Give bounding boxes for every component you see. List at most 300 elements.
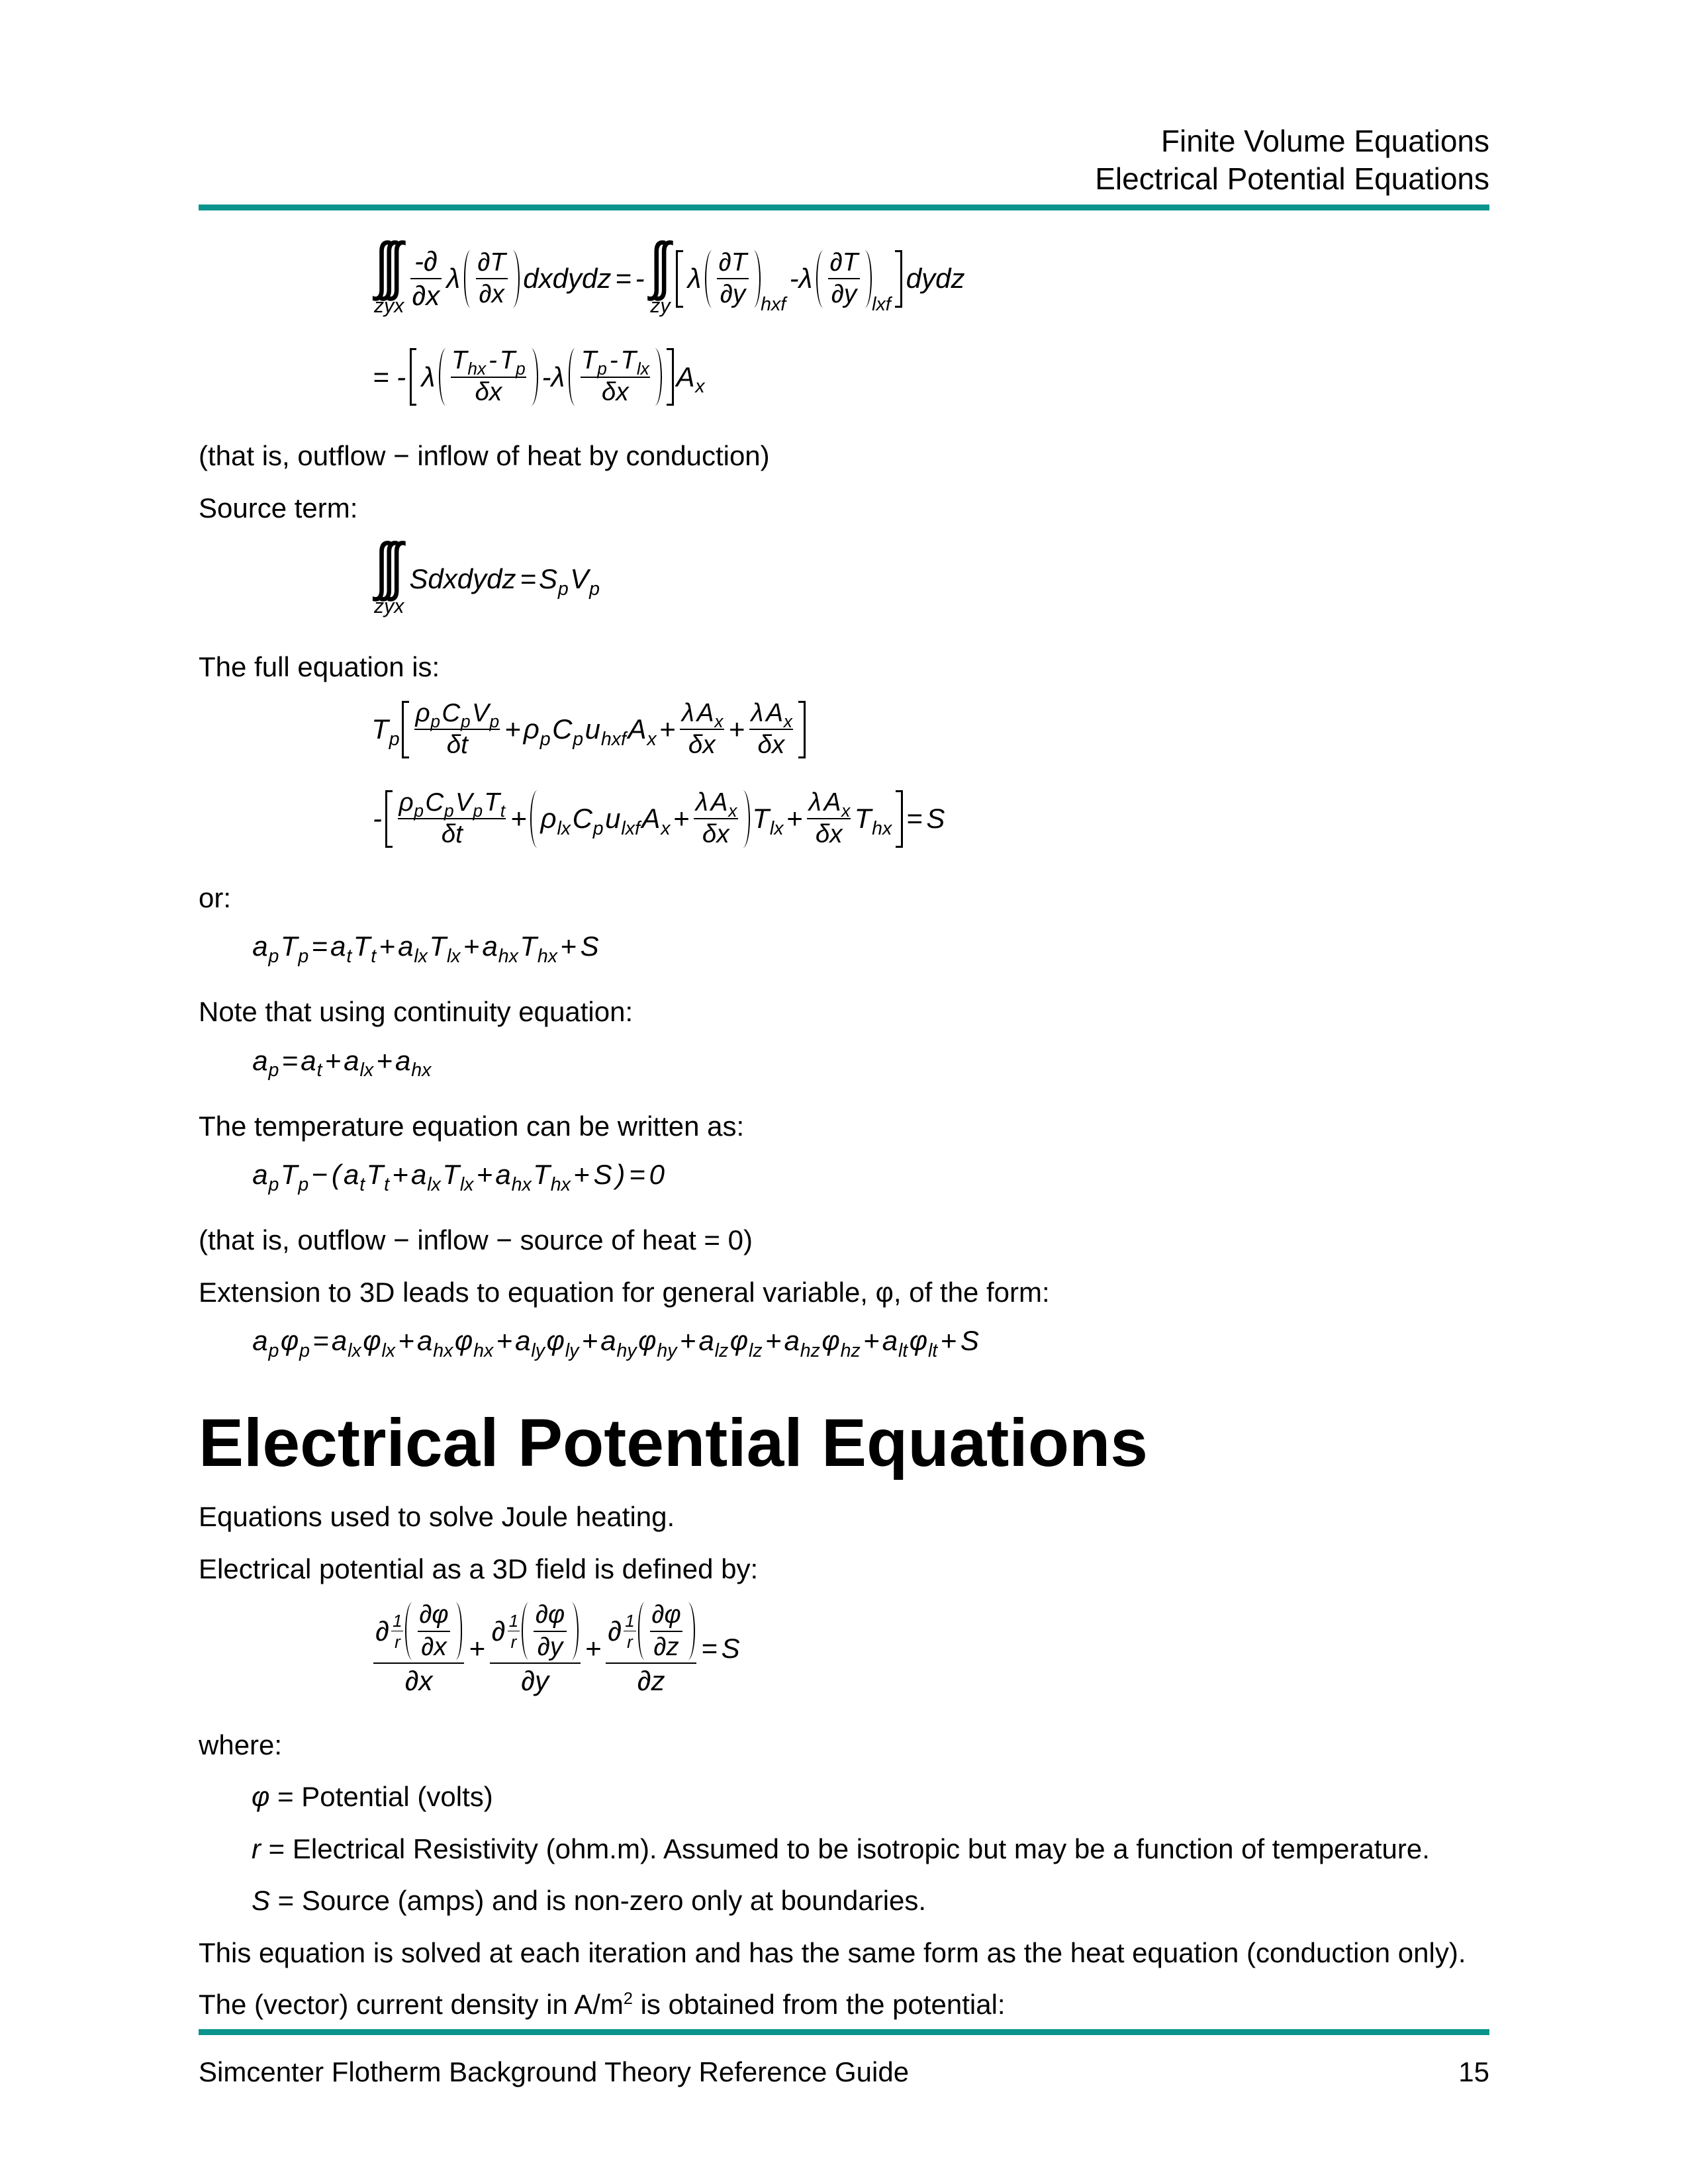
eq-text: λ (695, 788, 708, 817)
footer-rule (199, 2029, 1489, 2035)
var-base: φ (821, 1325, 840, 1357)
var-base: V (570, 563, 589, 595)
var-subscript: p (389, 728, 400, 750)
para-extension-3d: Extension to 3D leads to equation for general variable, φ, of the form: (199, 1276, 1050, 1308)
var-base: T (353, 931, 371, 962)
equation-general-variable (252, 1325, 1489, 1361)
var-with-subscript (585, 713, 626, 750)
eq-text: r (510, 1631, 517, 1652)
fraction (414, 698, 500, 759)
close-bracket (655, 348, 662, 406)
var-with-subscript (533, 1159, 571, 1195)
eq-text: + (476, 1159, 493, 1191)
var-subscript: p (268, 1340, 279, 1361)
eq-text: δx (475, 378, 502, 407)
para-continuity: Note that using continuity equation: (199, 996, 633, 1028)
r-symbol: r (252, 1833, 261, 1864)
eq-text: ∂T (718, 248, 747, 277)
var-with-subscript (344, 1044, 374, 1081)
var-with-subscript (546, 1325, 579, 1361)
bracket-group (410, 348, 674, 406)
fraction-bar (418, 1631, 451, 1632)
equation-potential-3d (371, 1602, 1489, 1694)
var-with-subscript (280, 931, 309, 967)
var-base: T (484, 788, 500, 817)
fraction-denominator (440, 819, 465, 848)
fraction-numerator (606, 1602, 696, 1660)
eq-text: dydz (906, 263, 965, 295)
fraction-denominator (403, 1664, 435, 1696)
eq-text: δx (702, 819, 729, 848)
var-with-subscript (729, 1325, 763, 1361)
var-subscript: p (268, 945, 279, 967)
var-with-subscript (572, 803, 604, 839)
current-density-superscript: 2 (623, 1989, 633, 2009)
var-subscript: hx (550, 1173, 571, 1195)
bracket-group (385, 790, 902, 848)
eq-text: + (324, 1044, 342, 1076)
open-bracket (816, 250, 823, 308)
fraction (476, 250, 508, 308)
eq-text: + (940, 1325, 957, 1357)
var-subscript: hxf (600, 728, 626, 750)
close-bracket (895, 250, 902, 308)
label-where: where: (199, 1729, 283, 1760)
var-base: ρ (415, 698, 430, 727)
eq-text: δt (441, 819, 463, 848)
var-subscript: x (714, 711, 724, 731)
bracket-group (405, 1602, 462, 1660)
eq-text: -λ (541, 361, 565, 392)
header-line-1: Finite Volume Equations (1160, 124, 1489, 158)
bracket-content (412, 698, 796, 759)
fraction (650, 1602, 683, 1660)
eq-text: λ (421, 361, 436, 392)
bracket-group (439, 348, 538, 406)
fraction-denominator (814, 819, 844, 848)
equation-source-term (371, 529, 1489, 617)
eq-text: λ (681, 698, 694, 727)
eq-text: + (765, 1325, 782, 1357)
var-base: a (600, 1325, 616, 1357)
var-subscript: x (728, 800, 737, 821)
eq-text: ∂T (477, 248, 506, 277)
fraction-numerator (476, 250, 508, 276)
var-base: T (854, 803, 872, 835)
var-subscript: p (268, 1060, 279, 1081)
var-with-subscript (628, 713, 657, 750)
eq-text: δx (601, 378, 629, 407)
eq-text: + (728, 713, 745, 745)
fraction (680, 698, 724, 759)
fraction-numerator (717, 250, 749, 276)
var-base: a (398, 931, 414, 962)
close-bracket (798, 701, 806, 758)
integral (649, 229, 671, 317)
para-conduction-note: (that is, outflow − inflow of heat by conduction) (199, 440, 770, 472)
bracket-content (395, 790, 892, 848)
var-subscript: lz (714, 1340, 729, 1361)
fraction-numerator (624, 1612, 635, 1629)
var-base: A (628, 713, 647, 745)
var-base: a (482, 931, 498, 962)
eq-text: δx (688, 730, 716, 759)
var-base: φ (729, 1325, 749, 1357)
var-base: a (698, 1325, 714, 1357)
eq-text: - (635, 263, 645, 295)
bracket-group (530, 790, 750, 848)
definition-r (252, 1832, 1489, 1867)
fraction (717, 250, 749, 308)
fraction-denominator (635, 1664, 667, 1696)
var-subscript: lx (769, 817, 784, 839)
var-base: φ (638, 1325, 657, 1357)
var-base: A (766, 698, 783, 727)
eq-text: Sdxdydz (409, 563, 516, 595)
fraction-bar (828, 278, 860, 279)
var-with-subscript (252, 931, 279, 967)
eq-text: ∂T (829, 248, 859, 277)
eq-text: ∂φ (419, 1600, 449, 1629)
var-subscript: p (298, 1173, 309, 1195)
var-with-subscript (882, 1325, 908, 1361)
var-with-subscript (411, 1159, 441, 1195)
label-or: or: (199, 882, 232, 913)
eq-text: r (627, 1631, 633, 1652)
var-subscript: hx (511, 1173, 532, 1195)
var-base: A (823, 788, 841, 817)
var-with-subscript (482, 931, 518, 967)
fraction-denominator (700, 819, 731, 848)
var-base: C (425, 788, 444, 817)
fraction-denominator (686, 730, 717, 759)
fraction (828, 250, 860, 308)
var-subscript: x (841, 800, 851, 821)
var-subscript: p (430, 711, 441, 731)
fraction (606, 1602, 696, 1694)
var-with-subscript (252, 1044, 279, 1081)
var-with-subscript (752, 803, 784, 839)
var-base: ρ (540, 803, 557, 835)
var-with-subscript (366, 1159, 390, 1195)
var-base: S (539, 563, 558, 595)
eq-text: ∂φ (651, 1600, 681, 1629)
var-with-subscript (399, 788, 424, 821)
var-with-subscript (353, 931, 377, 967)
close-bracket (688, 1602, 695, 1660)
bracket-group (464, 250, 520, 308)
var-base: T (533, 1159, 550, 1191)
eq-text: λ (687, 263, 702, 295)
section-heading: Electrical Potential Equations (199, 1405, 1149, 1481)
var-with-subscript (331, 1325, 361, 1361)
fraction-numerator (418, 1602, 451, 1628)
var-base: φ (280, 1325, 299, 1357)
definition-phi (252, 1780, 1489, 1815)
fraction-bar (373, 1662, 464, 1664)
fraction-denominator (393, 1633, 401, 1651)
var-subscript: x (695, 376, 705, 398)
var-base: ρ (523, 713, 539, 745)
eq-text: ∂ (491, 1615, 506, 1647)
fraction-numerator (451, 346, 526, 379)
group-subscript: lxf (872, 293, 891, 315)
open-bracket (385, 790, 393, 848)
var-subscript: hx (473, 1340, 494, 1361)
var-subscript: t (359, 1173, 365, 1195)
bracket-group (402, 698, 806, 759)
var-subscript: p (539, 728, 551, 750)
var-base: a (252, 1044, 268, 1076)
fraction-numerator (373, 1602, 464, 1660)
fraction-bar (650, 1631, 683, 1632)
eq-text: + (786, 803, 803, 835)
eq-text: + (504, 713, 521, 745)
var-with-subscript (523, 713, 551, 750)
var-with-subscript (344, 1159, 365, 1195)
var-base: A (641, 803, 661, 835)
var-subscript: p (461, 711, 471, 731)
eq-text: - (609, 346, 618, 375)
var-with-subscript (280, 1325, 310, 1361)
var-base: a (515, 1325, 531, 1357)
bracket-content (686, 248, 893, 315)
fraction-denominator (477, 279, 506, 308)
eq-text: + (510, 803, 527, 835)
bracket-content (539, 790, 740, 848)
bracket-content (531, 1602, 569, 1660)
fraction-bar (410, 278, 442, 279)
fraction (410, 245, 442, 312)
open-bracket (638, 1602, 645, 1660)
eq-text: ( (331, 1159, 341, 1191)
para-iteration: This equation is solved at each iteration and has the same form as the heat equation (conduction only). (199, 1936, 1466, 1968)
var-with-subscript (454, 1325, 494, 1361)
var-with-subscript (515, 1325, 545, 1361)
eq-text: S (580, 931, 599, 962)
para-potential-3d: Electrical potential as a 3D field is defined by: (199, 1553, 759, 1584)
var-subscript: p (592, 817, 604, 839)
var-subscript: lx (557, 817, 571, 839)
bracket-content (578, 348, 653, 406)
bracket-content (420, 348, 664, 406)
var-subscript: lt (898, 1340, 908, 1361)
var-with-subscript (442, 1159, 474, 1195)
eq-text: 1 (508, 1610, 519, 1631)
eq-text: + (376, 1044, 393, 1076)
var-subscript: t (500, 800, 506, 821)
var-with-subscript (570, 563, 600, 600)
var-with-subscript (371, 713, 400, 750)
var-subscript: t (384, 1173, 390, 1195)
bracket-group (676, 248, 903, 315)
var-subscript: p (444, 800, 454, 821)
fraction-numerator (414, 698, 500, 731)
para-current-density (199, 1987, 1489, 2023)
var-base: T (451, 346, 467, 375)
var-base: φ (454, 1325, 473, 1357)
eq-text: λ (808, 788, 821, 817)
var-subscript: lxf (621, 817, 640, 839)
fraction-numerator (508, 1612, 520, 1629)
bracket-group (522, 1602, 579, 1660)
fraction-denominator (718, 279, 747, 308)
eq-text: 0 (649, 1159, 665, 1191)
equation-conduction-integral (371, 229, 1489, 317)
var-subscript: hx (498, 945, 518, 967)
var-with-subscript (415, 698, 441, 731)
eq-text: + (560, 931, 577, 962)
var-with-subscript (605, 803, 640, 839)
bracket-group (569, 348, 662, 406)
integral-limits: zy (650, 295, 671, 317)
var-base: T (442, 1159, 459, 1191)
var-with-subscript (909, 1325, 938, 1361)
var-with-subscript (540, 803, 571, 839)
fraction-numerator (581, 346, 650, 379)
eq-text: = - (372, 361, 406, 392)
fraction (490, 1602, 581, 1694)
var-with-subscript (710, 788, 737, 821)
eq-text: - (489, 346, 497, 375)
close-bracket (896, 790, 903, 848)
fraction-denominator (626, 1633, 633, 1651)
eq-text: + (469, 1632, 485, 1664)
eq-text: + (379, 931, 395, 962)
fraction-denominator (473, 380, 504, 406)
fraction-numerator (680, 698, 724, 731)
label-source-term: Source term: (199, 492, 358, 523)
var-base: a (344, 1159, 359, 1191)
var-subscript: lx (636, 359, 649, 379)
var-base: T (280, 1159, 298, 1191)
open-bracket (676, 250, 683, 308)
fraction (391, 1612, 403, 1651)
var-base: T (581, 346, 597, 375)
var-base: a (252, 931, 268, 962)
footer-title: Simcenter Flotherm Background Theory Reference Guide (199, 2056, 910, 2087)
fraction-denominator (600, 380, 630, 406)
eq-text: + (496, 1325, 512, 1357)
eq-text: δt (446, 730, 468, 759)
var-subscript: hz (840, 1340, 861, 1361)
eq-text: S (960, 1325, 979, 1357)
fraction-denominator (519, 1664, 551, 1696)
var-base: T (620, 346, 637, 375)
para-temperature: The temperature equation can be written as: (199, 1110, 745, 1142)
open-bracket (569, 348, 576, 406)
eq-text: -λ (789, 263, 813, 295)
fraction (581, 348, 650, 406)
eq-text: + (398, 1325, 414, 1357)
var-subscript: p (489, 711, 500, 731)
var-with-subscript (330, 931, 352, 967)
var-subscript: p (557, 578, 569, 600)
eq-text: = (312, 1325, 329, 1357)
eq-text: ∂x (479, 279, 504, 308)
header-line-2: Electrical Potential Equations (1095, 161, 1489, 197)
fraction-denominator (536, 1632, 565, 1661)
var-base: C (572, 803, 592, 835)
var-subscript: ly (565, 1340, 579, 1361)
fraction-denominator (652, 1632, 681, 1661)
close-bracket (571, 1602, 579, 1660)
var-base: u (605, 803, 621, 835)
var-base: u (585, 713, 601, 745)
var-with-subscript (495, 1159, 532, 1195)
fraction (534, 1602, 567, 1660)
bracket-content (448, 348, 529, 406)
var-with-subscript (784, 1325, 820, 1361)
bracket-group (638, 1602, 695, 1660)
bracket-content (415, 1602, 453, 1660)
close-bracket (512, 250, 520, 308)
var-with-subscript (520, 931, 557, 967)
page-header (199, 122, 1489, 198)
fraction-numerator (412, 245, 440, 277)
eq-text: 1 (393, 1610, 402, 1631)
var-subscript: lx (414, 945, 428, 967)
eq-text: + (463, 931, 480, 962)
var-with-subscript (620, 346, 649, 379)
var-with-subscript (821, 1325, 861, 1361)
eq-text: 1 (625, 1610, 635, 1631)
fraction (624, 1612, 635, 1651)
eq-text: = (281, 1044, 299, 1076)
fraction-numerator (807, 788, 851, 821)
var-with-subscript (696, 698, 724, 731)
fraction (418, 1602, 451, 1660)
eq-text: S (926, 803, 945, 835)
var-subscript: p (414, 800, 424, 821)
var-subscript: lx (359, 1060, 374, 1081)
var-subscript: hx (411, 1060, 432, 1081)
bracket-content (825, 250, 863, 308)
fraction-denominator (829, 279, 859, 308)
var-with-subscript (499, 346, 526, 379)
fraction-denominator (410, 282, 442, 310)
open-bracket (410, 348, 417, 406)
var-with-subscript (442, 698, 471, 731)
eq-text: = (520, 563, 536, 595)
fraction-numerator (828, 250, 860, 276)
var-with-subscript (600, 1325, 637, 1361)
eq-text: ∂z (637, 1664, 665, 1696)
var-subscript: hx (872, 817, 892, 839)
var-subscript: p (299, 1340, 310, 1361)
bracket-group (816, 248, 891, 315)
var-base: T (520, 931, 537, 962)
close-bracket (667, 348, 674, 406)
var-base: φ (546, 1325, 565, 1357)
var-base: T (371, 713, 389, 745)
var-with-subscript (823, 788, 851, 821)
var-base: A (696, 698, 714, 727)
equation-conduction-discrete (371, 348, 1489, 406)
var-with-subscript (638, 1325, 677, 1361)
var-with-subscript (425, 788, 454, 821)
current-density-pre: The (vector) current density in A/m (199, 1989, 624, 2021)
fraction (694, 790, 737, 848)
var-with-subscript (484, 788, 506, 821)
eq-text: - (372, 803, 382, 835)
eq-text: ∂φ (535, 1600, 565, 1629)
fraction (451, 348, 526, 406)
var-subscript: t (346, 945, 352, 967)
equation-temperature (252, 1159, 1489, 1195)
var-with-subscript (252, 1325, 279, 1361)
var-with-subscript (455, 788, 483, 821)
